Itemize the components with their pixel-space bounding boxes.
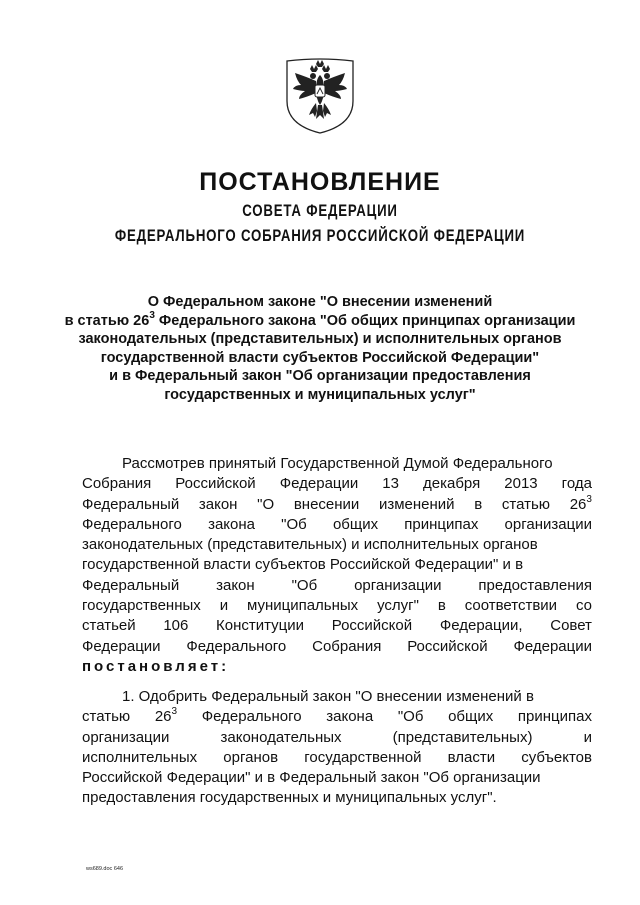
preamble-line: законодательных (представительных) и исполнительных органов bbox=[82, 536, 538, 554]
word: со bbox=[575, 597, 592, 615]
word: общих bbox=[448, 708, 494, 726]
word: предоставления bbox=[478, 576, 592, 594]
word: общих bbox=[332, 515, 379, 533]
word: декабря bbox=[423, 475, 481, 493]
preamble-line bbox=[82, 616, 592, 636]
file-reference: ws689.doc 646 bbox=[86, 866, 123, 872]
word: закона bbox=[208, 515, 255, 533]
word: Российской bbox=[331, 617, 413, 635]
item-line: 1. Одобрить Федеральный закон "О внесении изменений в bbox=[122, 688, 534, 705]
word: принципах bbox=[404, 515, 479, 533]
preamble-line bbox=[82, 637, 592, 657]
word: Федеральный bbox=[82, 495, 180, 513]
word: субъектов bbox=[521, 748, 592, 766]
word: Российской bbox=[175, 475, 256, 493]
preamble-line bbox=[82, 495, 592, 515]
subject-line: государственных и муниципальных услуг" bbox=[164, 386, 476, 403]
document-subtitle-assembly: ФЕДЕРАЛЬНОГО СОБРАНИЯ РОССИЙСКОЙ ФЕДЕРАЦИИ bbox=[114, 226, 526, 245]
word: услуг" bbox=[377, 597, 419, 615]
item-line: Российской Федерации" и в Федеральный закон "Об организации bbox=[82, 769, 541, 787]
word: закона bbox=[326, 708, 374, 726]
subject-line: законодательных (представительных) и исполнительных органов bbox=[78, 331, 562, 347]
word: Федерального bbox=[82, 515, 182, 533]
word: муниципальных bbox=[246, 597, 359, 615]
item-line: статью $26^3$ Федерального закона "Об общих принципах bbox=[82, 707, 592, 727]
item-1-paragraph bbox=[82, 687, 592, 809]
subject-line: в статью $26^3$ Федерального закона "Об общих принципах организации bbox=[64, 309, 576, 329]
word: государственных bbox=[82, 597, 201, 615]
word: в bbox=[437, 597, 446, 615]
document-title: ПОСТАНОВЛЕНИЕ bbox=[199, 168, 441, 196]
preamble-line: государственной власти субъектов Российской Федерации" и в bbox=[82, 556, 524, 574]
word: "Об bbox=[397, 708, 424, 726]
word: Российской bbox=[407, 637, 488, 655]
word: закон bbox=[216, 576, 255, 594]
word: 106 bbox=[163, 617, 189, 635]
word: "Об bbox=[281, 515, 307, 533]
word: организации bbox=[82, 728, 170, 746]
word: статьей bbox=[82, 617, 136, 635]
word: "Об bbox=[291, 576, 318, 594]
document-subtitle-council: СОВЕТА ФЕДЕРАЦИИ bbox=[242, 201, 398, 220]
word: Собрания bbox=[82, 475, 152, 493]
word: Федерального bbox=[201, 708, 302, 726]
preamble-line bbox=[82, 474, 592, 494]
word: исполнительных bbox=[82, 748, 198, 766]
word: 2013 bbox=[504, 475, 538, 493]
word: власти bbox=[447, 748, 496, 766]
preamble-line bbox=[82, 576, 592, 596]
word: и bbox=[219, 597, 229, 615]
preamble-paragraph bbox=[82, 454, 592, 677]
preamble-line bbox=[82, 515, 592, 535]
word: принципах bbox=[517, 708, 592, 726]
preamble-line bbox=[82, 657, 592, 677]
russian-coat-of-arms-icon bbox=[283, 55, 357, 135]
word: организации bbox=[504, 515, 592, 533]
word: Федеральный bbox=[82, 576, 180, 594]
word: закон bbox=[198, 495, 238, 513]
word: $26^3$ bbox=[569, 493, 592, 513]
item-line bbox=[82, 728, 592, 748]
preamble-line bbox=[82, 596, 592, 616]
word: организации bbox=[354, 576, 442, 594]
word: государственной bbox=[304, 748, 422, 766]
word: Конституции bbox=[216, 617, 305, 635]
document-subject bbox=[40, 293, 600, 404]
item-line: предоставления государственных и муниципальных услуг". bbox=[82, 789, 497, 807]
word: Федерации bbox=[82, 637, 161, 655]
word: Федерации, bbox=[439, 617, 523, 635]
word: статью bbox=[501, 495, 551, 513]
word: законодательных bbox=[220, 728, 342, 746]
word: Федерации bbox=[513, 637, 592, 655]
word: Собрания bbox=[312, 637, 382, 655]
word: и bbox=[583, 728, 592, 746]
word: года bbox=[561, 475, 592, 493]
word: Совет bbox=[550, 617, 592, 635]
word: Федерации bbox=[279, 475, 359, 493]
word: внесении bbox=[293, 495, 360, 513]
word: соответствии bbox=[464, 597, 558, 615]
word: "О bbox=[257, 495, 275, 513]
subject-line: государственной власти субъектов Российской Федерации" bbox=[100, 349, 540, 366]
word: Федерального bbox=[186, 637, 287, 655]
word: 13 bbox=[382, 475, 399, 493]
item-line bbox=[82, 748, 592, 768]
preamble-line: Рассмотрев принятый Государственной Думой Федерального bbox=[122, 455, 553, 472]
word: (представительных) bbox=[392, 728, 533, 746]
subject-line: О Федеральном законе "О внесении изменений bbox=[147, 294, 493, 310]
word: органов bbox=[223, 748, 279, 766]
word: изменений bbox=[378, 495, 455, 513]
word: в bbox=[474, 495, 483, 513]
subject-line: и в Федеральный закон "Об организации предоставления bbox=[109, 368, 531, 384]
decree-word: постановляет: bbox=[82, 657, 230, 675]
